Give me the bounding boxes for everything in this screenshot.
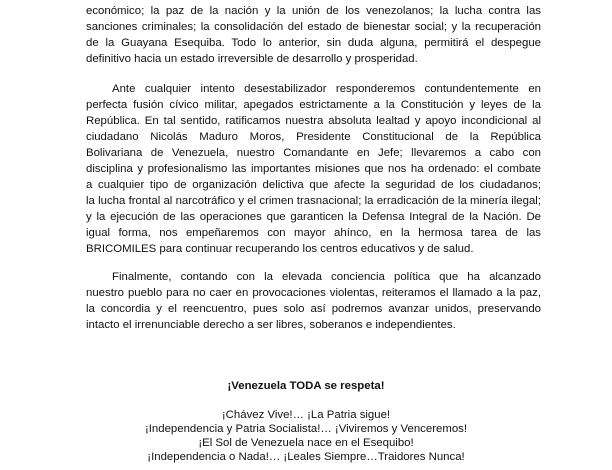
- paragraph-line: de la Guayana Esequiba. Todo lo anterior, sin duda alguna, permitirá el despegue: [86, 37, 541, 49]
- closing-slogan: ¡Independencia o Nada!… ¡Leales Siempre…Traidores Nunca!: [147, 451, 465, 463]
- paragraph-line: Finalmente, contando con la elevada conciencia política que ha alcanzado: [112, 271, 541, 283]
- paragraph-line: la lucha frontal al narcotráfico y el crimen trasnacional; la erradicación de la minería ilegal;: [86, 195, 541, 207]
- closing-slogan: ¡Independencia y Patria Socialista!… ¡Viviremos y Venceremos!: [144, 423, 468, 435]
- closing-headline: ¡Venezuela TODA se respeta!: [227, 380, 385, 392]
- paragraph-line: ciudadano Nicolás Maduro Moros, Presidente Constitucional de la República: [86, 131, 541, 143]
- paragraph-line: definitivo hacia un estado irreversible de desarrollo y prosperidad.: [86, 53, 418, 65]
- closing-slogan: ¡El Sol de Venezuela nace en el Esequibo!: [198, 437, 414, 449]
- paragraph-line: y la ejecución de las operaciones que garanticen la Defensa Integral de la Nación. De: [86, 211, 541, 223]
- paragraph-line: Ante cualquier intento desestabilizador responderemos contundentemente en: [112, 83, 541, 95]
- paragraph-line: la concordia y el reencuentro, pues solo así podremos avanzar unidos, preservando: [86, 303, 541, 315]
- paragraph-line: a cualquier tipo de organización delictiva que afecte la seguridad de los ciudadanos;: [86, 179, 541, 191]
- paragraph-line: igual forma, nos empeñaremos con mayor ahínco, en la hermosa tarea de las: [86, 227, 541, 239]
- paragraph-line: Bolivariana de Venezuela, nuestro Comandante en Jefe; llevaremos a cabo con: [86, 147, 541, 159]
- paragraph-line: República. En tal sentido, ratificamos nuestra absoluta lealtad y apoyo incondicional al: [86, 115, 541, 127]
- paragraph-line: nuestro pueblo para no caer en provocaciones violentas, reiteramos el llamado a la paz,: [86, 287, 541, 299]
- paragraph-line: disciplina y profesionalismo las importantes misiones que nos ha ordenado: el combate: [86, 163, 541, 175]
- paragraph-line: intacto el irrenunciable derecho a ser libres, soberanos e independientes.: [86, 319, 456, 331]
- paragraph-line: sanciones criminales; la consolidación del estado de bienestar social; y la recuperación: [86, 21, 541, 33]
- paragraph-line: perfecta fusión cívico militar, apegados estrictamente a la Constitución y leyes de la: [86, 99, 541, 111]
- paragraph-line: económico; la paz de la nación y la unión de los venezolanos; la lucha contra las: [86, 5, 541, 17]
- paragraph-line: BRICOMILES para continuar recuperando los centros educativos y de salud.: [86, 243, 474, 255]
- closing-slogan: ¡Chávez Vive!… ¡La Patria sigue!: [221, 409, 391, 421]
